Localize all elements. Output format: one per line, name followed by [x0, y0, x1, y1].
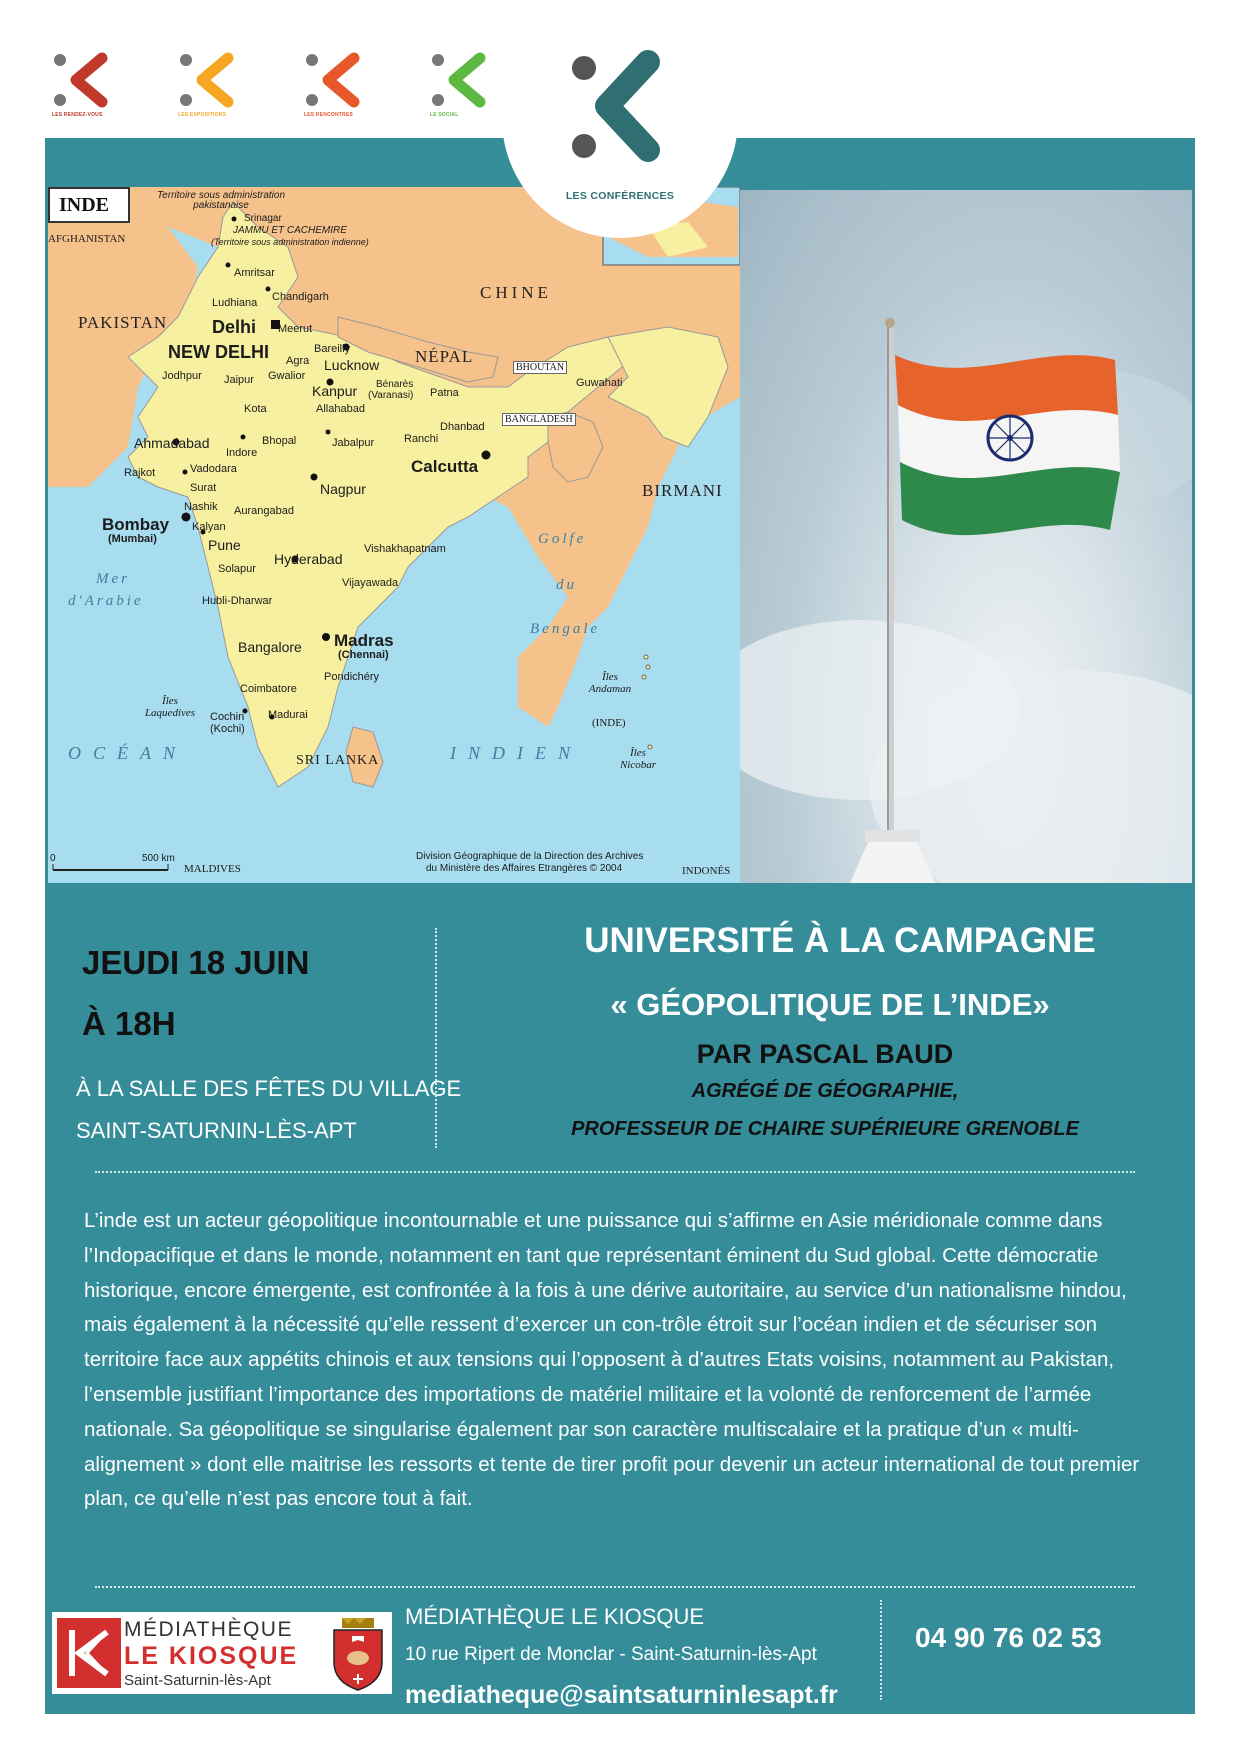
- indian-flag-icon: [740, 190, 1192, 883]
- rendezvous-logo-icon: [52, 52, 112, 108]
- city-nashik: Nashik: [184, 501, 218, 513]
- city-coimbatore: Coimbatore: [240, 683, 297, 695]
- city-ludhiana: Ludhiana: [212, 297, 258, 309]
- city-kalyan: Kalyan: [192, 521, 226, 533]
- city-benares: Bénarès: [376, 379, 414, 390]
- city-bareilly: Bareilly: [314, 343, 351, 355]
- logo-line-1: MÉDIATHÈQUE: [124, 1618, 293, 1641]
- map-label-bhoutan: BHOUTAN: [513, 361, 567, 374]
- map-label-nepal: NÉPAL: [415, 347, 474, 366]
- rencontres-logo-icon: [304, 52, 364, 108]
- map-title: INDE: [48, 187, 130, 223]
- city-guwahati: Guwahati: [576, 377, 623, 389]
- map-label-laquedives: Îles Laquedives: [144, 695, 196, 719]
- city-bombay: Bombay: [102, 515, 170, 534]
- map-credit-2: du Ministère des Affaires Etrangères © 2004: [426, 863, 623, 874]
- kiosque-k-icon: [57, 1618, 121, 1688]
- vertical-divider: [880, 1600, 882, 1700]
- vertical-divider: [435, 928, 437, 1148]
- map-credit-1: Division Géographique de la Direction des Archives: [416, 851, 644, 862]
- event-venue: [76, 1068, 461, 1152]
- city-cochin: Cochin: [210, 711, 245, 723]
- city-delhi: Delhi: [212, 317, 257, 337]
- map-label-indien: INDIEN: [450, 743, 582, 763]
- map-label-srilanka: SRI LANKA: [296, 753, 380, 768]
- map-label-afghanistan: AFGHANISTAN: [48, 233, 126, 245]
- city-indore: Indore: [226, 447, 258, 459]
- city-dhanbad: Dhanbad: [440, 421, 485, 433]
- city-ranchi: Ranchi: [404, 433, 439, 445]
- map-label-scale: 500 km: [142, 853, 175, 864]
- map-label-nicobar: Îles Nicobar: [619, 747, 657, 771]
- india-map: [48, 187, 740, 883]
- city-calcutta: Calcutta: [411, 457, 479, 476]
- mediatheque-logo: [52, 1612, 392, 1694]
- map-label-birmanie: BIRMANI: [642, 481, 723, 500]
- city-meerut: Meerut: [278, 323, 313, 335]
- city-jabalpur: Jabalpur: [332, 437, 375, 449]
- city-patna: Patna: [430, 387, 459, 399]
- expositions-logo-icon: [178, 52, 238, 108]
- category-rencontres: [304, 52, 430, 118]
- contact-name: MÉDIATHÈQUE LE KIOSQUE: [405, 1604, 705, 1629]
- date-line-2: À 18H: [82, 1005, 176, 1042]
- city-madras: Madras: [334, 631, 394, 650]
- city-lucknow: Lucknow: [324, 357, 380, 373]
- map-label-golfe2: du: [556, 577, 577, 593]
- map-label-pakistan: PAKISTAN: [78, 313, 168, 332]
- social-logo-icon: [430, 52, 490, 108]
- city-allahabad: Allahabad: [316, 403, 365, 415]
- city-kochi: (Kochi): [210, 723, 245, 735]
- city-pondichery: Pondichéry: [324, 671, 380, 683]
- map-label-indonesie: INDONÉS: [682, 865, 731, 877]
- venue-line-1: À LA SALLE DES FÊTES DU VILLAGE: [76, 1076, 462, 1101]
- horizontal-divider: [95, 1586, 1135, 1588]
- map-label-chine: CHINE: [480, 283, 552, 302]
- city-vijayawada: Vijayawada: [342, 577, 399, 589]
- map-label-andaman: Îles Andaman: [588, 671, 632, 695]
- city-nagpur: Nagpur: [320, 481, 366, 497]
- event-titles: [500, 916, 1180, 1148]
- conference-badge: [502, 0, 738, 238]
- city-jodhpur: Jodhpur: [162, 370, 202, 382]
- map-label-mer2: d'Arabie: [68, 593, 144, 609]
- city-bhopal: Bhopal: [262, 435, 297, 447]
- city-madurai: Madurai: [268, 709, 308, 721]
- speaker-credential-2: PROFESSEUR DE CHAIRE SUPÉRIEURE GRENOBLE: [571, 1118, 1079, 1140]
- map-label-ocean: OCÉAN: [68, 743, 188, 763]
- map-label-golfe1: Golfe: [538, 531, 587, 547]
- city-hubli: Hubli-Dharwar: [202, 595, 273, 607]
- city-kanpur: Kanpur: [312, 383, 358, 399]
- city-pune: Pune: [208, 537, 241, 553]
- city-kota: Kota: [244, 403, 267, 415]
- description-text: L’inde est un acteur géopolitique incontournable et une puissance qui s’affirme en Asie méridionale comme dans l’Indopacifique et dans le monde, notamment en tant que représentant éminent du Sud global. Cette démocratie historique, encore émergente, est confrontée à la fois à une dérive autoritaire, au service d’un nationalisme hindou, mais également à la nécessité qu’elle ressent d’exercer un con-trôle étroit sur l’océan indien et de sécuriser son territoire face aux appétits chinois et aux tensions qui l’opposent à d’autres Etats voisins, notamment au Pakistan, l’ensemble justifiant l’importance des importations de matériel militaire et la volonté de renforcement de l’armée nationale. Sa géopolitique se singularise également par son caractère multiscalaire et la pratique d’un « multi-alignement » dont elle maitrise les ressorts et tente de tirer profit pour devenir un acteur international de tout premier plan, ce qu’elle n’est pas encore tout à fait.: [84, 1209, 1140, 1511]
- map-label-territoire: Territoire sous administration pakistanaise: [156, 190, 286, 211]
- talk-title: « GÉOPOLITIQUE DE L’INDE»: [610, 987, 1050, 1022]
- city-chennai: (Chennai): [338, 649, 389, 661]
- category-rendezvous: [52, 52, 178, 118]
- conference-label: LES CONFÉRENCES: [565, 190, 675, 202]
- map-label-jammu: JAMMU ET CACHEMIRE: [233, 225, 347, 236]
- city-chandigarh: Chandigarh: [272, 291, 329, 303]
- contact-address: 10 rue Ripert de Monclar - Saint-Saturnin-lès-Apt: [405, 1644, 817, 1665]
- speaker-name: PAR PASCAL BAUD: [696, 1039, 954, 1069]
- town-crest-icon: [328, 1616, 388, 1692]
- speaker-credential-1: AGRÉGÉ DE GÉOGRAPHIE,: [691, 1080, 959, 1102]
- map-label-inde-paren: (INDE): [592, 717, 626, 729]
- city-aurangabad: Aurangabad: [234, 505, 294, 517]
- city-newdelhi: NEW DELHI: [168, 342, 269, 362]
- category-label: LES RENDEZ-VOUS: [52, 112, 103, 118]
- category-label: LES RENCONTRES: [304, 112, 353, 118]
- city-surat: Surat: [190, 482, 217, 494]
- city-srinagar: Srinagar: [244, 213, 282, 224]
- map-label-golfe3: Bengale: [530, 621, 601, 637]
- date-line-1: JEUDI 18 JUIN: [82, 944, 310, 981]
- category-label: LE SOCIAL: [430, 112, 459, 118]
- city-vadodara: Vadodara: [190, 463, 237, 475]
- map-label-bangladesh: BANGLADESH: [502, 413, 576, 426]
- logo-line-2: LE KIOSQUE: [124, 1642, 299, 1670]
- horizontal-divider: [95, 1171, 1135, 1173]
- city-vishakhapatnam: Vishakhapatnam: [364, 543, 446, 555]
- map-label-jammu-sub: (Territoire sous administration indienne): [211, 237, 369, 247]
- map-label-scale-zero: 0: [50, 853, 56, 864]
- city-hyderabad: Hyderabad: [274, 551, 343, 567]
- map-label-maldives: MALDIVES: [184, 863, 241, 875]
- logo-line-3: Saint-Saturnin-lès-Apt: [124, 1672, 271, 1689]
- conference-logo-icon: [502, 0, 738, 190]
- city-bangalore: Bangalore: [238, 639, 302, 655]
- map-label-mer1: Mer: [96, 571, 130, 587]
- series-title: UNIVERSITÉ À LA CAMPAGNE: [584, 921, 1096, 960]
- city-solapur: Solapur: [218, 563, 256, 575]
- category-label: LES EXPOSITIONS: [178, 112, 227, 118]
- city-agra: Agra: [286, 355, 310, 367]
- contact-email[interactable]: mediatheque@saintsaturninlesapt.fr: [405, 1681, 838, 1709]
- category-expositions: [178, 52, 304, 118]
- city-jaipur: Jaipur: [224, 374, 254, 386]
- city-gwalior: Gwalior: [268, 370, 306, 382]
- contact-phone[interactable]: 04 90 76 02 53: [915, 1622, 1102, 1653]
- city-ahmadabad: Ahmadabad: [134, 435, 210, 451]
- venue-line-2: SAINT-SATURNIN-LÈS-APT: [76, 1118, 357, 1143]
- city-rajkot: Rajkot: [124, 467, 156, 479]
- contact-info: [405, 1598, 838, 1716]
- city-varanasi: (Varanasi): [368, 390, 414, 401]
- event-date: [82, 932, 309, 1054]
- flag-photo: [740, 190, 1192, 883]
- city-amritsar: Amritsar: [234, 267, 275, 279]
- city-mumbai: (Mumbai): [108, 533, 157, 545]
